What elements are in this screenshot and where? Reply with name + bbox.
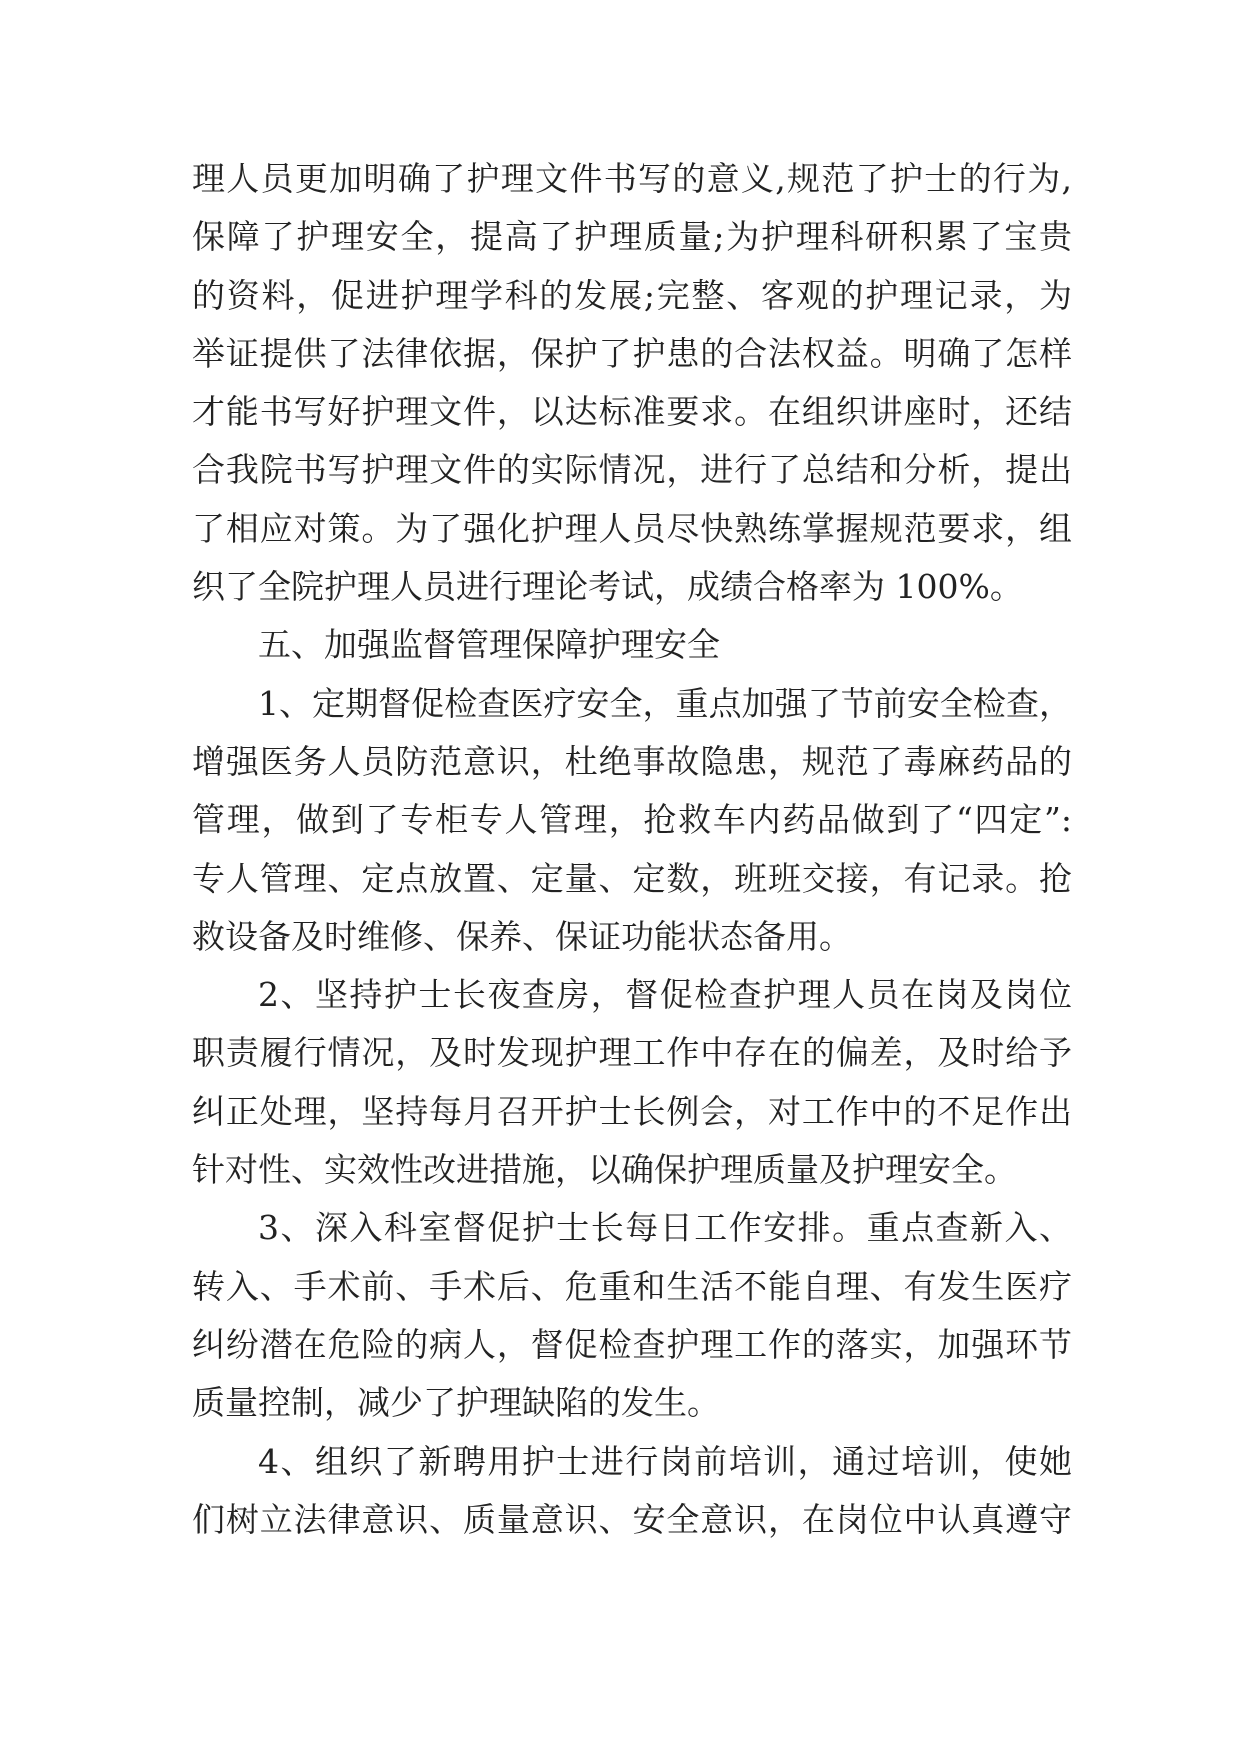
text-line: 合我院书写护理文件的实际情况，进行了总结和分析，提出 [192, 450, 1072, 490]
text-line: 专人管理、定点放置、定量、定数，班班交接，有记录。抢 [192, 858, 1072, 898]
text-line: 理人员更加明确了护理文件书写的意义,规范了护士的行为, [192, 159, 1072, 198]
text-line: 纠纷潜在危险的病人，督促检查护理工作的落实，加强环节 [192, 1324, 1072, 1364]
text-line: 转入、手术前、手术后、危重和生活不能自理、有发生医疗 [192, 1266, 1072, 1306]
text-line: 救设备及时维修、保养、保证功能状态备用。 [192, 916, 852, 956]
text-line: 举证提供了法律依据，保护了护患的合法权益。明确了怎样 [192, 333, 1072, 373]
text-line: 3、深入科室督促护士长每日工作安排。重点查新入、 [258, 1208, 1072, 1248]
text-line: 才能书写好护理文件，以达标准要求。在组织讲座时，还结 [192, 392, 1072, 432]
text-line: 针对性、实效性改进措施，以确保护理质量及护理安全。 [192, 1150, 1017, 1190]
section-heading: 五、加强监督管理保障护理安全 [258, 625, 720, 665]
text-line: 1、定期督促检查医疗安全，重点加强了节前安全检查， [258, 683, 1072, 723]
text-line: 了相应对策。为了强化护理人员尽快熟练掌握规范要求，组 [192, 508, 1072, 548]
document-body [192, 150, 1072, 1549]
text-line: 增强医务人员防范意识，杜绝事故隐患，规范了毒麻药品的 [192, 741, 1072, 781]
text-line: 职责履行情况，及时发现护理工作中存在的偏差，及时给予 [192, 1033, 1072, 1073]
text-line: 质量控制，减少了护理缺陷的发生。 [192, 1383, 720, 1423]
text-line: 2、坚持护士长夜查房，督促检查护理人员在岗及岗位 [258, 975, 1072, 1015]
text-line: 们树立法律意识、质量意识、安全意识，在岗位中认真遵守 [192, 1499, 1072, 1539]
text-line: 保障了护理安全，提高了护理质量;为护理科研积累了宝贵 [192, 217, 1072, 257]
text-line: 纠正处理，坚持每月召开护士长例会，对工作中的不足作出 [192, 1091, 1072, 1131]
text-line: 织了全院护理人员进行理论考试，成绩合格率为 100%。 [192, 567, 1023, 607]
text-line: 4、组织了新聘用护士进行岗前培训，通过培训，使她 [258, 1441, 1072, 1481]
text-line: 管理，做到了专柜专人管理，抢救车内药品做到了“四定”: [192, 800, 1072, 840]
text-line: 的资料，促进护理学科的发展;完整、客观的护理记录，为 [192, 275, 1072, 315]
